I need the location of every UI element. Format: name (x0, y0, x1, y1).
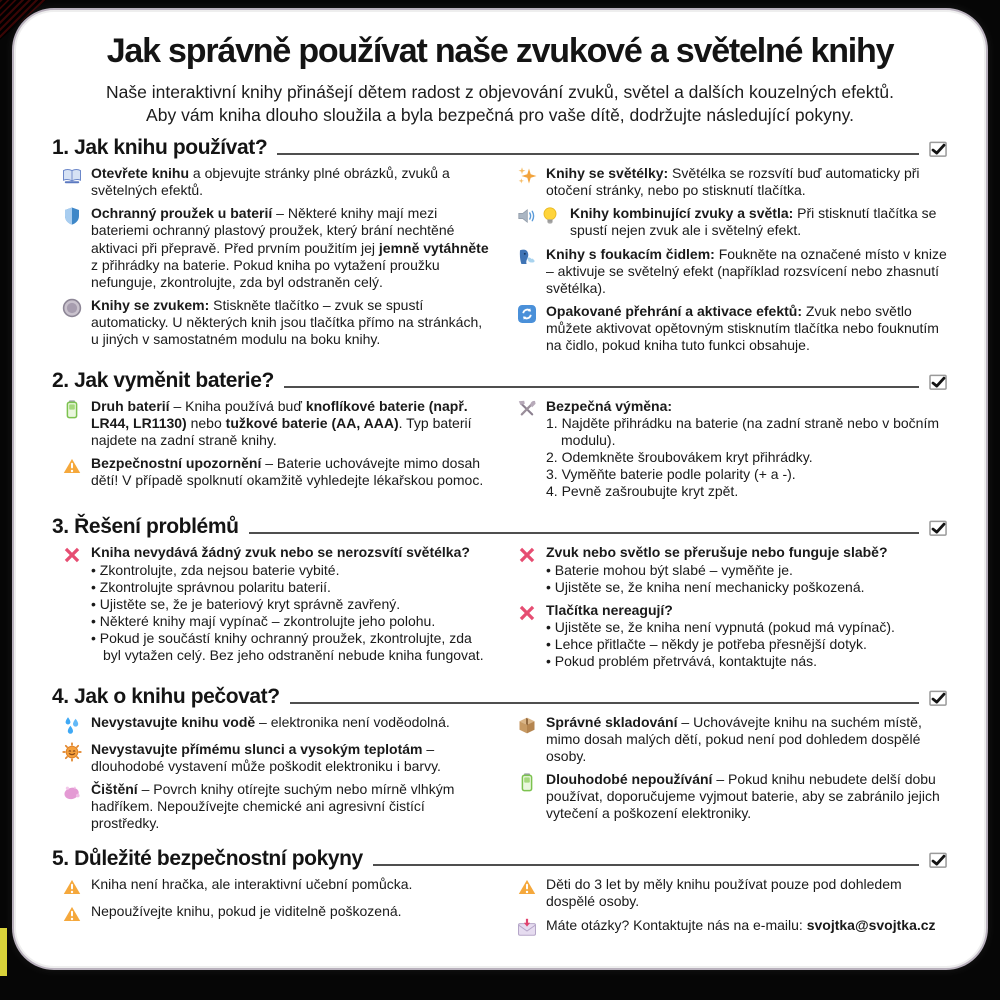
warning-icon (62, 455, 83, 489)
tools-icon (517, 398, 538, 500)
bullet-item: • Zkontrolujte správnou polaritu baterií. (91, 579, 493, 596)
x-mark-icon (517, 602, 538, 670)
section-title: 2. Jak vyměnit baterie? (52, 368, 274, 392)
instruction-item (62, 398, 493, 449)
instruction-item (517, 771, 948, 822)
item-text: Knihy kombinující zvuky a světla: Při stisknutí tlačítka se spustí nejen zvuk ale i světelný efekt. (570, 205, 937, 239)
instruction-item (517, 165, 948, 199)
section-left-column (62, 165, 493, 360)
speaker-icon (517, 206, 537, 226)
checked-checkbox-icon (929, 690, 948, 707)
section-left-column (62, 544, 493, 676)
item-text: Nevystavujte přímému slunci a vysokým teplotám – dlouhodobé vystavení může poškodit elektroniku i barvy. (91, 740, 441, 775)
section-left-column (62, 398, 493, 506)
bullet-item: • Lehce přitlačte – někdy je potřeba přesnější dotyk. (546, 636, 895, 653)
x-mark-icon (517, 544, 538, 595)
instruction-item (517, 876, 948, 910)
section-right-column (517, 398, 948, 506)
item-text: Máte otázky? Kontaktujte nás na e-mailu: svojtka@svojtka.cz (546, 916, 936, 933)
instruction-item (517, 398, 948, 500)
instruction-item (517, 602, 948, 670)
step-item: 3. Vyměňte baterie podle polarity (+ a -). (546, 466, 796, 483)
section-title: 4. Jak o knihu pečovat? (52, 684, 280, 708)
instruction-item (62, 455, 493, 489)
warning-icon (62, 903, 83, 924)
item-text: Čištění – Povrch knihy otírejte suchým nebo mírně vlhkým hadříkem. Nepoužívejte chemické ani agresivní čistící prostředky. (91, 781, 455, 832)
item-text: Děti do 3 let by měly knihu používat pouze pod dohledem dospělé osoby. (546, 876, 902, 910)
instruction-item (62, 876, 493, 897)
item-text: Druh baterií – Kniha používá buď knoflíkové baterie (např. LR44, LR1130) nebo tužkové baterie (AA, AAA). Typ baterií najdete na zadní straně knihy. (91, 397, 472, 449)
open-book-icon (62, 165, 83, 199)
instruction-item (517, 917, 948, 938)
instruction-item (62, 714, 493, 735)
instruction-item (517, 544, 948, 595)
item-text: Kniha není hračka, ale interaktivní učební pomůcka. (91, 876, 413, 893)
instruction-sheet (12, 8, 988, 970)
instruction-item (62, 205, 493, 290)
shield-icon (62, 205, 83, 290)
section-title: 5. Důležité bezpečnostní pokyny (52, 847, 363, 871)
page-title: Jak správně používat naše zvukové a světelné knihy (106, 32, 894, 70)
light-bulb-icon (540, 206, 560, 226)
section-rule (373, 864, 919, 866)
section-right-column (517, 714, 948, 838)
blow-sensor-icon (517, 246, 538, 297)
bullet-item: • Baterie mohou být slabé – vyměňte je. (546, 562, 888, 579)
soap-icon (62, 781, 83, 832)
battery-icon (62, 398, 83, 449)
section-safety (52, 847, 948, 943)
step-item: 2. Odemkněte šroubovákem kryt přihrádky. (546, 449, 813, 466)
instruction-item (517, 246, 948, 297)
bullet-item: • Pokud problém přetrvává, kontaktujte nás. (546, 653, 895, 670)
item-text: Ochranný proužek u baterií – Některé knihy mají mezi bateriemi ochranný plastový proužek, který brání nechtěné aktivaci při přepravě. Před prvním použitím jej jemně vytáhněte z přihrádky na baterie. Pokud kniha po vytažení proužku nefunguje, zkontrolujte, zda byl odstraněn celý. (91, 205, 489, 290)
item-text: Bezpečnostní upozornění – Baterie uchovávejte mimo dosah dětí! V případě spolknutí okamžitě vyhledejte lékařskou pomoc. (91, 455, 484, 489)
section-header (52, 136, 948, 160)
bullet-item: • Pokud je součástí knihy ochranný proužek, zkontrolujte, zda byl vytažen celý. Bez jeho odstranění nebude kniha fungovat. (91, 630, 493, 664)
section-care (52, 685, 948, 838)
instruction-item (517, 205, 948, 239)
bullet-item: • Ujistěte se, že je bateriový kryt správně zavřený. (91, 596, 493, 613)
instruction-item (517, 714, 948, 765)
section-title: 1. Jak knihu používat? (52, 136, 268, 160)
item-text: Otevřete knihu a objevujte stránky plné obrázků, zvuků a světelných efektů. (91, 165, 450, 199)
package-box-icon (517, 714, 538, 765)
instruction-item (62, 544, 493, 664)
section-rule (284, 386, 919, 388)
instruction-item (62, 741, 493, 775)
water-droplets-icon (62, 714, 83, 735)
item-text: Knihy se zvukem: Stiskněte tlačítko – zvuk se spustí automaticky. U některých knih jsou tlačítka přímo na stránkách, u jiných v samostatném modulu na boku knihy. (91, 296, 483, 347)
battery-icon (517, 771, 538, 822)
bullet-item: • Některé knihy mají vypínač – zkontrolujte jeho polohu. (91, 613, 493, 630)
sparkles-icon (517, 165, 538, 199)
instruction-item (62, 903, 493, 924)
section-rule (249, 532, 919, 534)
item-title: Bezpečná výměna: (546, 397, 673, 414)
section-right-column (517, 544, 948, 676)
item-text: Opakované přehrání a aktivace efektů: Zvuk nebo světlo můžete aktivovat opětovným stisknutím tlačítka nebo fouknutím na čidlo, pokud kniha tuto funkci obsahuje. (546, 302, 939, 353)
item-text: Nepoužívejte knihu, pokud je viditelně poškozená. (91, 903, 402, 920)
item-title: Zvuk nebo světlo se přerušuje nebo funguje slabě? (546, 544, 888, 561)
instruction-item (62, 781, 493, 832)
step-item: 4. Pevně zašroubujte kryt zpět. (546, 483, 739, 500)
repeat-icon (517, 303, 538, 354)
section-batteries (52, 369, 948, 506)
checked-checkbox-icon (929, 520, 948, 537)
intro-line-1: Naše interaktivní knihy přinášejí dětem radost z objevování zvuků, světel a dalších kouzelných efektů. (106, 82, 894, 102)
section-header (52, 847, 948, 871)
bullet-item: • Ujistěte se, že kniha není vypnutá (pokud má vypínač). (546, 619, 895, 636)
section-left-column (62, 876, 493, 943)
section-header (52, 369, 948, 393)
bullet-item: • Zkontrolujte, zda nejsou baterie vybité. (91, 562, 493, 579)
section-right-column (517, 165, 948, 360)
section-rule (290, 702, 919, 704)
section-title: 3. Řešení problémů (52, 515, 239, 539)
item-text: Dlouhodobé nepoužívání – Pokud knihu nebudete delší dobu používat, doporučujeme vyjmout baterie, aby se zabránilo jejich vytečení a poškození elektroniky. (546, 771, 940, 822)
section-how-to-use (52, 136, 948, 360)
section-header (52, 515, 948, 539)
item-text: Knihy s foukacím čidlem: Foukněte na označené místo v knize – aktivuje se světelný efekt (například rozsvícení nebo zhasnutí světélka). (546, 245, 947, 296)
scan-artifact-yellow (0, 928, 7, 976)
section-left-column (62, 714, 493, 838)
item-title: Kniha nevydává žádný zvuk nebo se nerozsvítí světélka? (91, 544, 470, 561)
instruction-item (62, 297, 493, 348)
section-troubleshooting (52, 515, 948, 676)
envelope-arrow-icon (517, 917, 538, 938)
sun-icon (62, 741, 83, 775)
intro-line-2: Aby vám kniha dlouho sloužila a byla bezpečná pro vaše dítě, dodržujte následující pokyny. (146, 105, 854, 126)
section-header (52, 685, 948, 709)
instruction-item (517, 303, 948, 354)
section-rule (277, 153, 919, 155)
warning-icon (517, 876, 538, 910)
intro-text (52, 81, 948, 127)
x-mark-icon (62, 544, 83, 664)
section-right-column (517, 876, 948, 943)
item-title: Tlačítka nereagují? (546, 601, 673, 618)
checked-checkbox-icon (929, 141, 948, 158)
item-text: Správné skladování – Uchovávejte knihu na suchém místě, mimo dosah malých dětí, pokud není pod dohledem dospělé osoby. (546, 713, 922, 765)
warning-icon (62, 876, 83, 897)
instruction-item (62, 165, 493, 199)
sound-button-icon (62, 297, 83, 348)
item-text: Knihy se světélky: Světélka se rozsvítí buď automaticky při otočení stránky, nebo po stisknutí tlačítka. (546, 165, 920, 199)
bullet-item: • Ujistěte se, že kniha není mechanicky poškozená. (546, 579, 888, 596)
step-item: 1. Najděte přihrádku na baterie (na zadní straně nebo v bočním modulu). (546, 415, 940, 449)
checked-checkbox-icon (929, 852, 948, 869)
item-text: Nevystavujte knihu vodě – elektronika není voděodolná. (91, 713, 450, 730)
checked-checkbox-icon (929, 374, 948, 391)
